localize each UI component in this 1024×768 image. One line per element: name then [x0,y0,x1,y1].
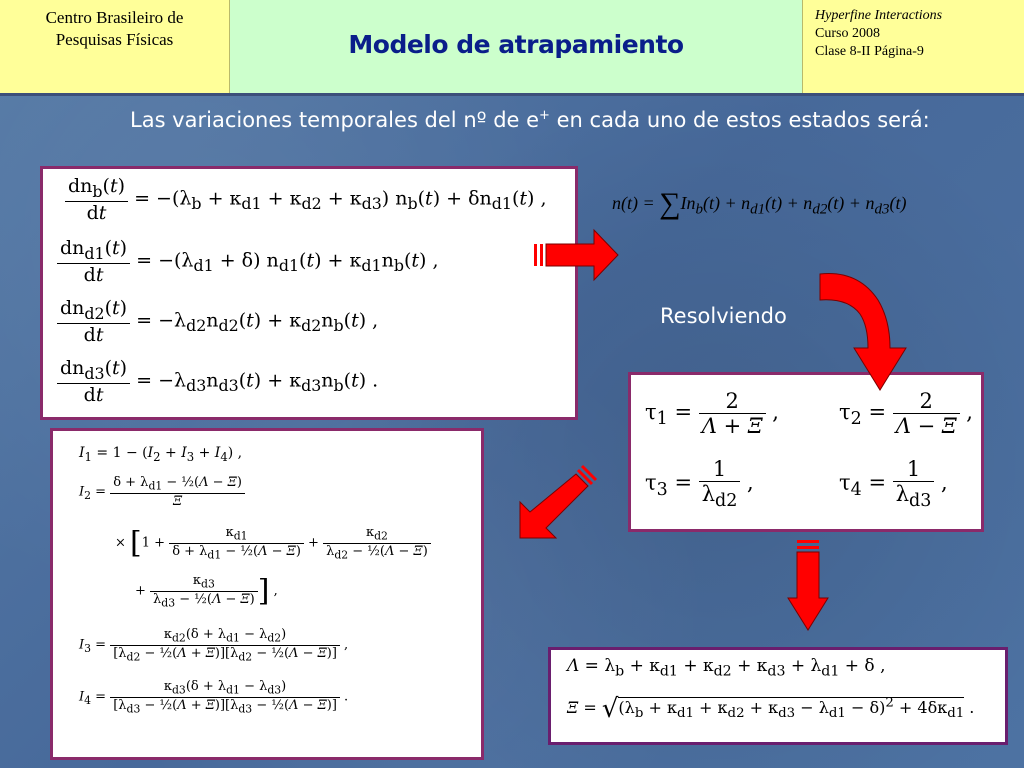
diagonal-arrow-icon [516,462,596,542]
down-arrow-icon [786,540,830,632]
lambda-definition: $\Lambda = \lambda_b + \kappa_{d1} + \kappa_{d2} + \kappa_{d3} + \lambda_{d1} + \delta$ , [567,656,886,680]
institution-line2: Pesquisas Físicas [55,30,174,49]
tau2-eq: $\tau_2$ = $\frac{2}{\Lambda - \Xi}$ , [839,389,973,438]
tau3-eq: $\tau_3$ = $\frac{1}{\lambda_{d2}}$ , [645,457,754,512]
total-population-equation: $n(t) = \sum In_b(t) + n_{d1}(t) + n_{d2}(t) + n_{d3}(t)$ [612,187,907,220]
intensity-i3: $I_3$ = $\frac{\kappa_{d2}(\delta + \lambda_{d1} - \lambda_{d2})}{[\lambda_{d2} - \frac{1}{2}(\Lambda + \Xi)][\lambda_{d2} - \frac{1}{2}(\Lambda - \Xi)]}$ , [79,627,349,664]
intensity-i2: $I_2$ = $\frac{\delta + \lambda_{d1} - \frac{1}{2}(\Lambda - \Xi)}{\Xi}$ [79,475,245,509]
rate-eq-4: $\frac{dn_{d3}(t)}{dt}$ = $-\lambda_{d3}n_{d3}(t) + \kappa_{d3}n_b(t)$ . [57,357,378,406]
rate-eq-3: $\frac{dn_{d2}(t)}{dt}$ = $-\lambda_{d2}n_{d2}(t) + \kappa_{d2}n_b(t)$ , [57,297,378,346]
xi-definition: $\Xi = √(\lambda_b + \kappa_{d1} + \kappa_{d2} + \kappa_{d3} - \lambda_{d1} - \delta)^2 + 4\delta\kappa_{d1}$ . [567,694,975,724]
course-year: Curso 2008 [815,26,880,41]
intensity-i2-bracket: × [1 + $\frac{\kappa_{d1}}{\delta + \lambda_{d1} - \frac{1}{2}(\Lambda - \Xi)}$ + $\frac{\kappa_{d2}}{\lambda_{d2} - \frac{1}{2}(\Lambda - \Xi)}$ [115,525,431,561]
right-arrow-icon [534,228,620,282]
institution-box [0,0,230,93]
tau1-eq: $\tau_1$ = $\frac{2}{\Lambda + \Xi}$ , [645,389,779,438]
positron-superscript: + [539,108,550,123]
tau4-eq: $\tau_4$ = $\frac{1}{\lambda_{d3}}$ , [839,457,948,512]
class-page: Clase 8-II Página-9 [815,44,924,59]
course-name: Hyperfine Interactions [815,8,943,23]
intensity-i1: $I_1 = 1 - (I_2 + I_3 + I_4)$ , [79,445,243,464]
course-info-box [802,0,1024,93]
resolviendo-label: Resolviendo [660,304,787,328]
intensity-i2-term3: + $\frac{\kappa_{d3}}{\lambda_{d3} - \frac{1}{2}(\Lambda - \Xi)}$ ] , [135,573,278,610]
rate-eq-2: $\frac{dn_{d1}(t)}{dt}$ = $-(\lambda_{d1} + \delta) n_{d1}(t) + \kappa_{d1}n_b(t)$ , [57,237,439,286]
institution-line1: Centro Brasileiro de [45,8,184,27]
intro-text-part2: en cada uno de estos estados será: [549,108,930,132]
lambda-xi-box [548,647,1008,745]
title-box [230,0,802,93]
intensity-i4: $I_4$ = $\frac{\kappa_{d3}(\delta + \lambda_{d1} - \lambda_{d3})}{[\lambda_{d3} - \frac{1}{2}(\Lambda + \Xi)][\lambda_{d3} - \frac{1}{2}(\Lambda - \Xi)]}$ . [79,679,349,716]
rate-eq-1: $\frac{dn_b(t)}{dt}$ = $-(\lambda_b + \kappa_{d1} + \kappa_{d2} + \kappa_{d3}) n_b(t) + \delta n_{d1}(t)$ , [65,175,547,224]
intro-text [130,101,970,135]
slide-title: Modelo de atrapamiento [348,30,684,59]
intro-text-part1: Las variaciones temporales del nº de e [130,108,540,132]
curved-down-arrow-icon [818,270,910,392]
lifetimes-box [628,372,984,532]
rate-equations-box [40,166,578,420]
slide-header [0,0,1024,93]
intensities-box [50,428,484,760]
header-divider [0,93,1024,96]
